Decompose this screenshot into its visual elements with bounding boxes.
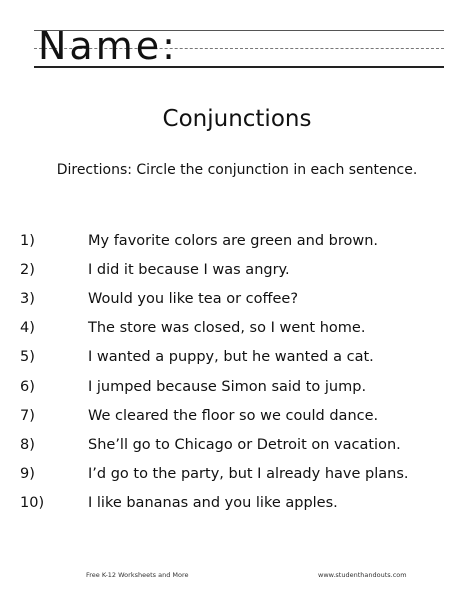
sentence-text: The store was closed, so I went home. bbox=[88, 320, 366, 337]
sentence-text: We cleared the floor so we could dance. bbox=[88, 407, 379, 424]
sentence-item bbox=[20, 372, 460, 401]
sentence-item bbox=[20, 255, 460, 284]
sentence-item bbox=[20, 314, 460, 343]
sentence-item bbox=[20, 489, 460, 518]
sentence-number: 8) bbox=[20, 436, 35, 453]
sentence-text: I did it because I was angry. bbox=[88, 261, 290, 278]
sentence-number: 7) bbox=[20, 407, 35, 424]
sentence-number: 9) bbox=[20, 466, 35, 483]
sentence-item bbox=[20, 460, 460, 489]
sentence-number: 10) bbox=[20, 495, 45, 512]
sentence-text: I jumped because Simon said to jump. bbox=[88, 378, 367, 395]
sentence-item bbox=[20, 401, 460, 430]
name-label: Name: bbox=[38, 24, 178, 68]
sentence-number: 3) bbox=[20, 290, 35, 307]
sentence-item bbox=[20, 343, 460, 372]
sentence-text: I’d go to the party, but I already have plans. bbox=[88, 466, 409, 483]
sentence-text: My favorite colors are green and brown. bbox=[88, 232, 379, 249]
sentence-number: 6) bbox=[20, 378, 35, 395]
sentence-item bbox=[20, 226, 460, 255]
sentence-number: 5) bbox=[20, 349, 35, 366]
name-line bbox=[34, 24, 444, 70]
sentence-text: Would you like tea or coffee? bbox=[88, 290, 299, 307]
sentence-number: 2) bbox=[20, 261, 35, 278]
sentence-text: I wanted a puppy, but he wanted a cat. bbox=[88, 349, 374, 366]
sentence-text: She’ll go to Chicago or Detroit on vacation. bbox=[88, 436, 401, 453]
directions-text: Directions: Circle the conjunction in each sentence. bbox=[56, 162, 418, 178]
sentence-item bbox=[20, 284, 460, 313]
sentence-number: 1) bbox=[20, 232, 35, 249]
sentence-number: 4) bbox=[20, 320, 35, 337]
worksheet-title: Conjunctions bbox=[162, 106, 312, 132]
sentence-text: I like bananas and you like apples. bbox=[88, 495, 338, 512]
sentence-list bbox=[20, 226, 460, 518]
footer-tagline: Free K-12 Worksheets and More bbox=[86, 571, 189, 579]
footer-website: www.studenthandouts.com bbox=[318, 571, 407, 579]
sentence-item bbox=[20, 430, 460, 459]
